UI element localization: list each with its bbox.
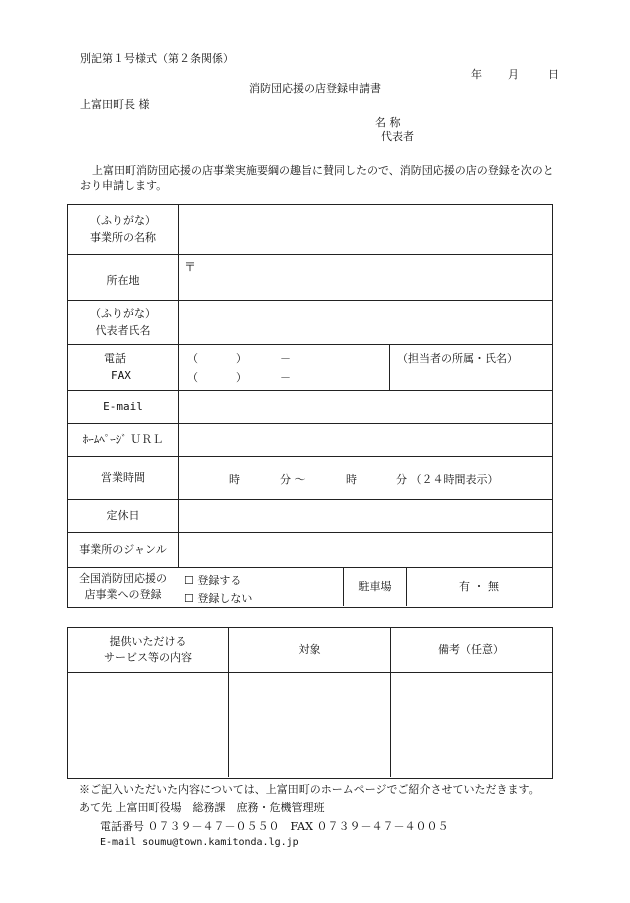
closed-days-input[interactable]: [179, 500, 550, 532]
national-registration-line1: 全国消防団応援の: [79, 571, 167, 585]
business-name-label: [68, 205, 178, 254]
addressee: 上富田町長 様: [80, 98, 150, 111]
contact-phone-fax: 電話番号 ０７３９－４７－０５５０ FAX ０７３９－４７－４００５: [100, 820, 449, 833]
address-input[interactable]: [179, 255, 550, 300]
contact-person-input[interactable]: [390, 345, 550, 390]
publication-note: ※ご記入いただいた内容については、上富田町のホームページでご紹介させていただきます。: [79, 783, 540, 796]
address-label: 所在地: [106, 273, 140, 287]
services-target-header: 対象: [298, 642, 321, 656]
applicant-name-label: 名 称: [375, 116, 401, 129]
hours-close-hour: 時: [346, 473, 357, 486]
national-registration-label: [68, 568, 178, 606]
phone-fax-input[interactable]: [179, 345, 388, 390]
email-label: E-mail: [103, 399, 143, 413]
parking-option-selector[interactable]: 有 ・ 無: [459, 579, 499, 593]
hours-open-hour: 時: [229, 473, 240, 486]
register-checkbox[interactable]: ☐ 登録する: [184, 574, 242, 587]
homepage-url-label: ﾎｰﾑﾍﾟｰｼﾞ ＵＲＬ: [82, 432, 164, 446]
date-year-label: 年: [471, 68, 482, 81]
services-target-input[interactable]: [229, 673, 390, 777]
hours-close-minute: 分 （２４時間表示）: [396, 473, 499, 486]
representative-input[interactable]: [179, 301, 550, 344]
homepage-url-input[interactable]: [179, 424, 550, 456]
phone-paren-open: （: [187, 352, 198, 365]
national-registration-line2: 店事業への登録: [84, 588, 162, 601]
business-hours-label: 営業時間: [101, 470, 145, 484]
furigana-label: （ふりがな）: [90, 214, 156, 227]
business-genre-input[interactable]: [179, 533, 550, 567]
phone-paren-close: ）: [236, 352, 247, 365]
not-register-checkbox[interactable]: ☐ 登録しない: [184, 592, 253, 605]
date-month-label: 月: [508, 68, 519, 81]
business-name-text: 事業所の名称: [90, 230, 156, 244]
hours-open-minute: 分 ～: [280, 473, 306, 486]
services-remarks-input[interactable]: [391, 673, 551, 777]
business-genre-label: 事業所のジャンル: [79, 542, 167, 556]
contact-person-label: （担当者の所属・氏名）: [397, 352, 518, 365]
phone-label: 電話: [104, 352, 126, 365]
email-input[interactable]: [179, 391, 550, 423]
fax-label: FAX: [111, 369, 131, 382]
services-content-input[interactable]: [68, 673, 228, 777]
postal-mark: 〒: [184, 260, 197, 274]
contact-email: E-mail soumu@town.kamitonda.lg.jp: [100, 837, 299, 848]
services-remarks-header: 備考（任意）: [438, 642, 504, 656]
phone-dash: －: [280, 352, 291, 365]
destination-address: あて先 上富田町役場 総務課 庶務・危機管理班: [79, 801, 325, 814]
form-number: 別記第１号様式（第２条関係）: [80, 52, 234, 65]
representative-label: [68, 301, 178, 344]
furigana-label: （ふりがな）: [90, 307, 156, 320]
fax-paren-open: （: [187, 371, 198, 384]
closed-days-label: 定休日: [106, 508, 140, 522]
fax-dash: －: [280, 371, 291, 384]
parking-label: 駐車場: [358, 579, 392, 593]
intro-text-line2: おり申請します。: [80, 179, 168, 192]
representative-name-text: 代表者氏名: [95, 323, 151, 337]
applicant-representative-label: 代表者: [381, 130, 414, 143]
services-content-header: [68, 628, 228, 672]
services-content-header-line2: サービス等の内容: [104, 651, 192, 664]
intro-text-line1: 上富田町消防団応援の店事業実施要綱の趣旨に賛同したので、消防団応援の店の登録を次のと: [92, 164, 554, 177]
document-title: 消防団応援の店登録申請書: [249, 82, 381, 95]
fax-paren-close: ）: [236, 371, 247, 384]
business-hours-input[interactable]: [179, 457, 550, 499]
services-content-header-line1: 提供いただける: [109, 634, 187, 648]
date-day-label: 日: [548, 68, 559, 81]
business-name-input[interactable]: [179, 205, 550, 254]
